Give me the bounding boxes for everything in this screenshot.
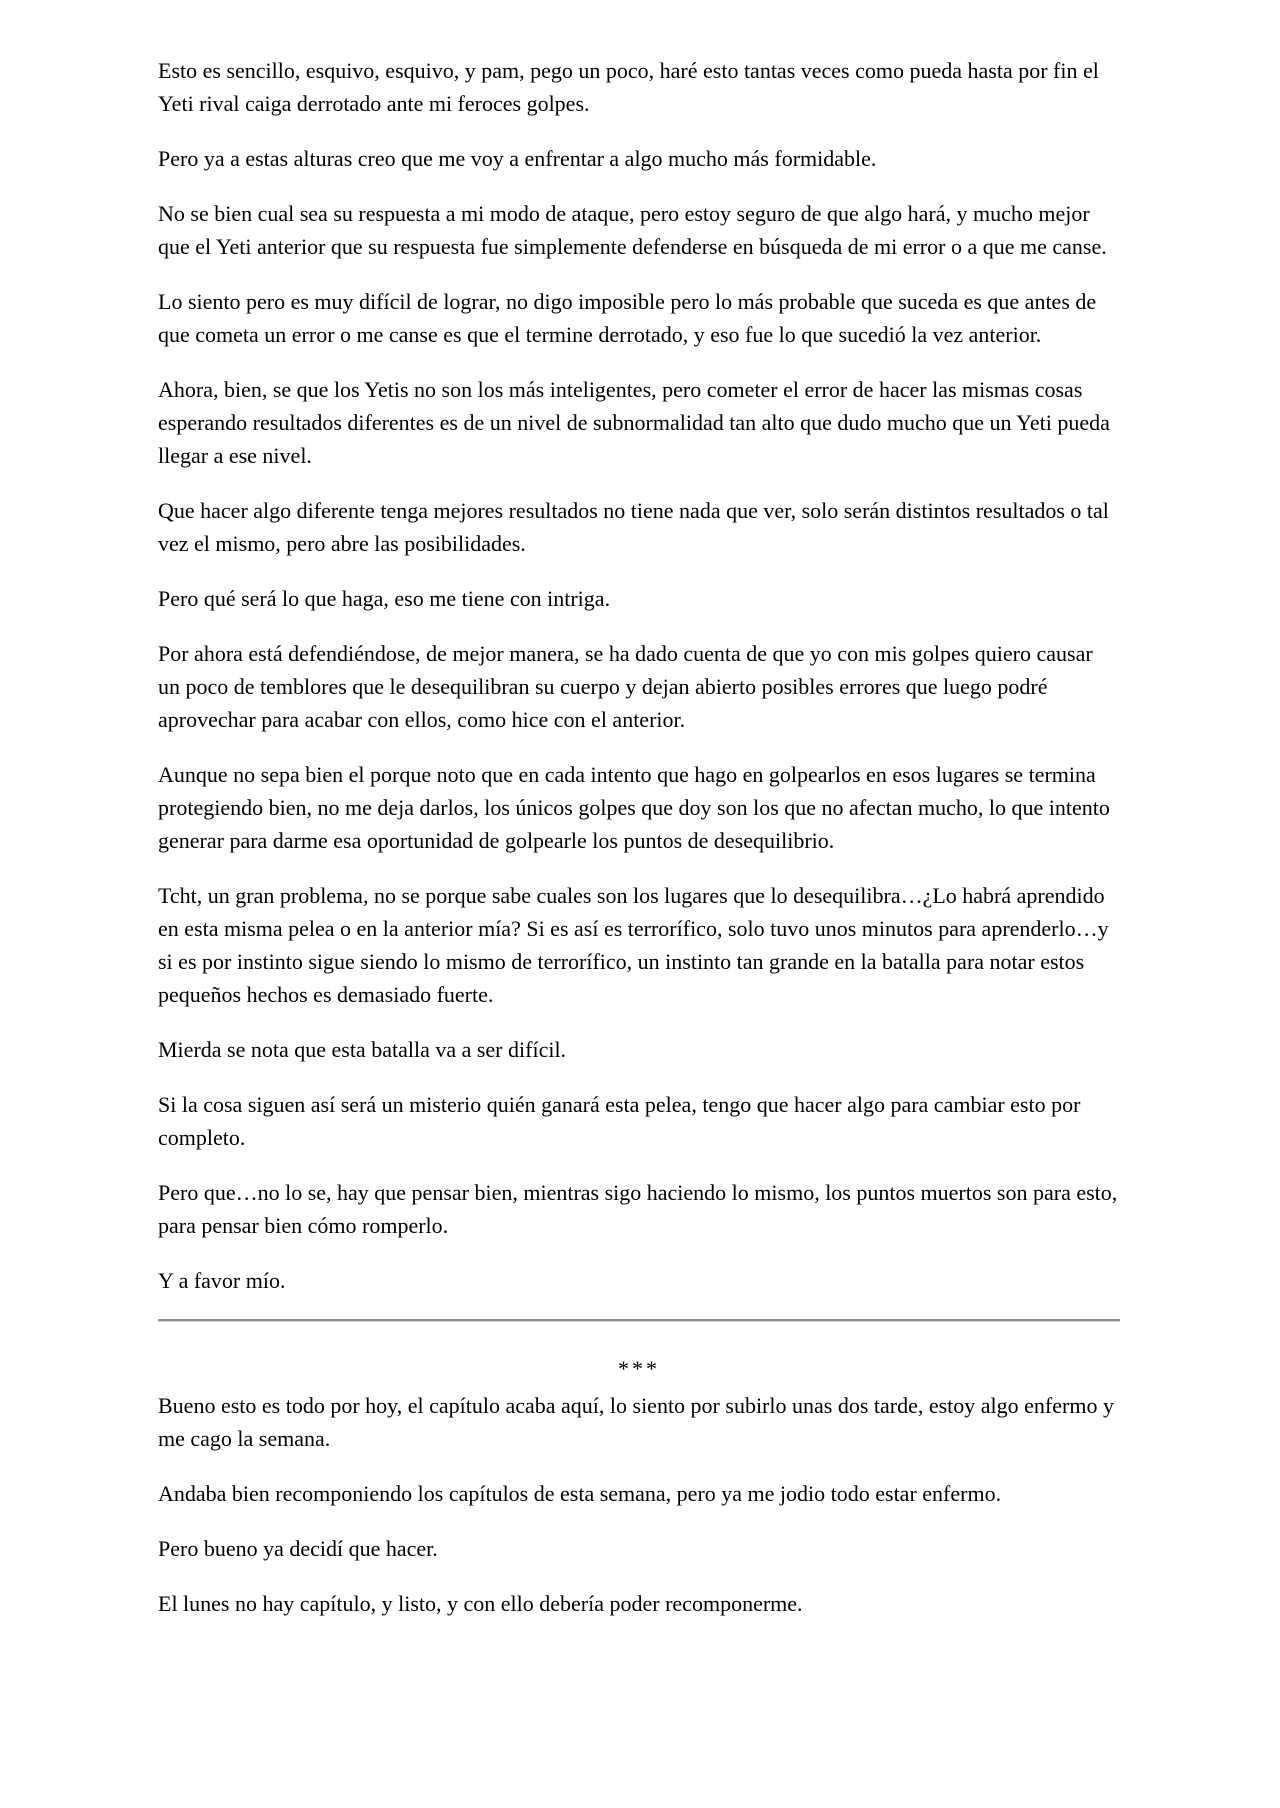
- story-paragraph: Pero ya a estas alturas creo que me voy a enfrentar a algo mucho más formidable.: [158, 146, 877, 171]
- story-paragraph: Por ahora está defendiéndose, de mejor manera, se ha dado cuenta de que yo con mis golpes quiero causar un poco de temblores que le desequilibran su cuerpo y dejan abierto posibles errores que luego podré aprovechar para acabar con ellos, como hice con el anterior.: [158, 641, 1093, 732]
- story-paragraph: Lo siento pero es muy difícil de lograr, no digo imposible pero lo más probable que suceda es que antes de que cometa un error o me canse es que el termine derrotado, y eso fue lo que sucedió la vez anterior.: [158, 289, 1097, 347]
- story-paragraph: Que hacer algo diferente tenga mejores resultados no tiene nada que ver, solo serán distintos resultados o tal vez el mismo, pero abre las posibilidades.: [158, 498, 1109, 556]
- story-paragraph: Si la cosa siguen así será un misterio quién ganará esta pelea, tengo que hacer algo para cambiar esto por completo.: [158, 1092, 1081, 1150]
- scene-break-marker: ***: [618, 1356, 660, 1381]
- author-note-paragraph: Bueno esto es todo por hoy, el capítulo acaba aquí, lo siento por subirlo unas dos tarde, estoy algo enfermo y me cago la semana.: [158, 1393, 1114, 1451]
- story-paragraph: Pero que…no lo se, hay que pensar bien, mientras sigo haciendo lo mismo, los puntos muertos son para esto, para pensar bien cómo romperlo.: [158, 1180, 1118, 1238]
- story-paragraph: Tcht, un gran problema, no se porque sabe cuales son los lugares que lo desequilibra…¿Lo habrá aprendido en esta misma pelea o en la anterior mía? Si es así es terrorífico, solo tuvo unos minutos para aprenderlo…y si es por instinto sigue siendo lo mismo de terrorífico, un instinto tan grande en la batalla para notar estos pequeños hechos es demasiado fuerte.: [158, 883, 1109, 1007]
- author-note-paragraph: Pero bueno ya decidí que hacer.: [158, 1536, 438, 1561]
- story-paragraph: Aunque no sepa bien el porque noto que en cada intento que hago en golpearlos en esos lugares se termina protegiendo bien, no me deja darlos, los únicos golpes que doy son los que no afectan mucho, lo que intento generar para darme esa oportunidad de golpearle los puntos de desequilibrio.: [158, 762, 1110, 853]
- story-paragraph: Pero qué será lo que haga, eso me tiene con intriga.: [158, 586, 611, 611]
- author-note-paragraph: El lunes no hay capítulo, y listo, y con ello debería poder recomponerme.: [158, 1591, 803, 1616]
- story-paragraph: Ahora, bien, se que los Yetis no son los más inteligentes, pero cometer el error de hacer las mismas cosas esperando resultados diferentes es de un nivel de subnormalidad tan alto que dudo mucho que un Yeti pueda llegar a ese nivel.: [158, 377, 1110, 468]
- author-note-paragraph: Andaba bien recomponiendo los capítulos de esta semana, pero ya me jodio todo estar enfermo.: [158, 1481, 1002, 1506]
- story-paragraph: Mierda se nota que esta batalla va a ser difícil.: [158, 1037, 567, 1062]
- story-paragraph: No se bien cual sea su respuesta a mi modo de ataque, pero estoy seguro de que algo hará, y mucho mejor que el Yeti anterior que su respuesta fue simplemente defenderse en búsqueda de mi error o a que me canse.: [158, 201, 1107, 259]
- story-paragraph: Esto es sencillo, esquivo, esquivo, y pam, pego un poco, haré esto tantas veces como pueda hasta por fin el Yeti rival caiga derrotado ante mi feroces golpes.: [158, 58, 1099, 116]
- section-divider-line: [158, 1319, 1120, 1322]
- story-paragraph: Y a favor mío.: [158, 1268, 286, 1293]
